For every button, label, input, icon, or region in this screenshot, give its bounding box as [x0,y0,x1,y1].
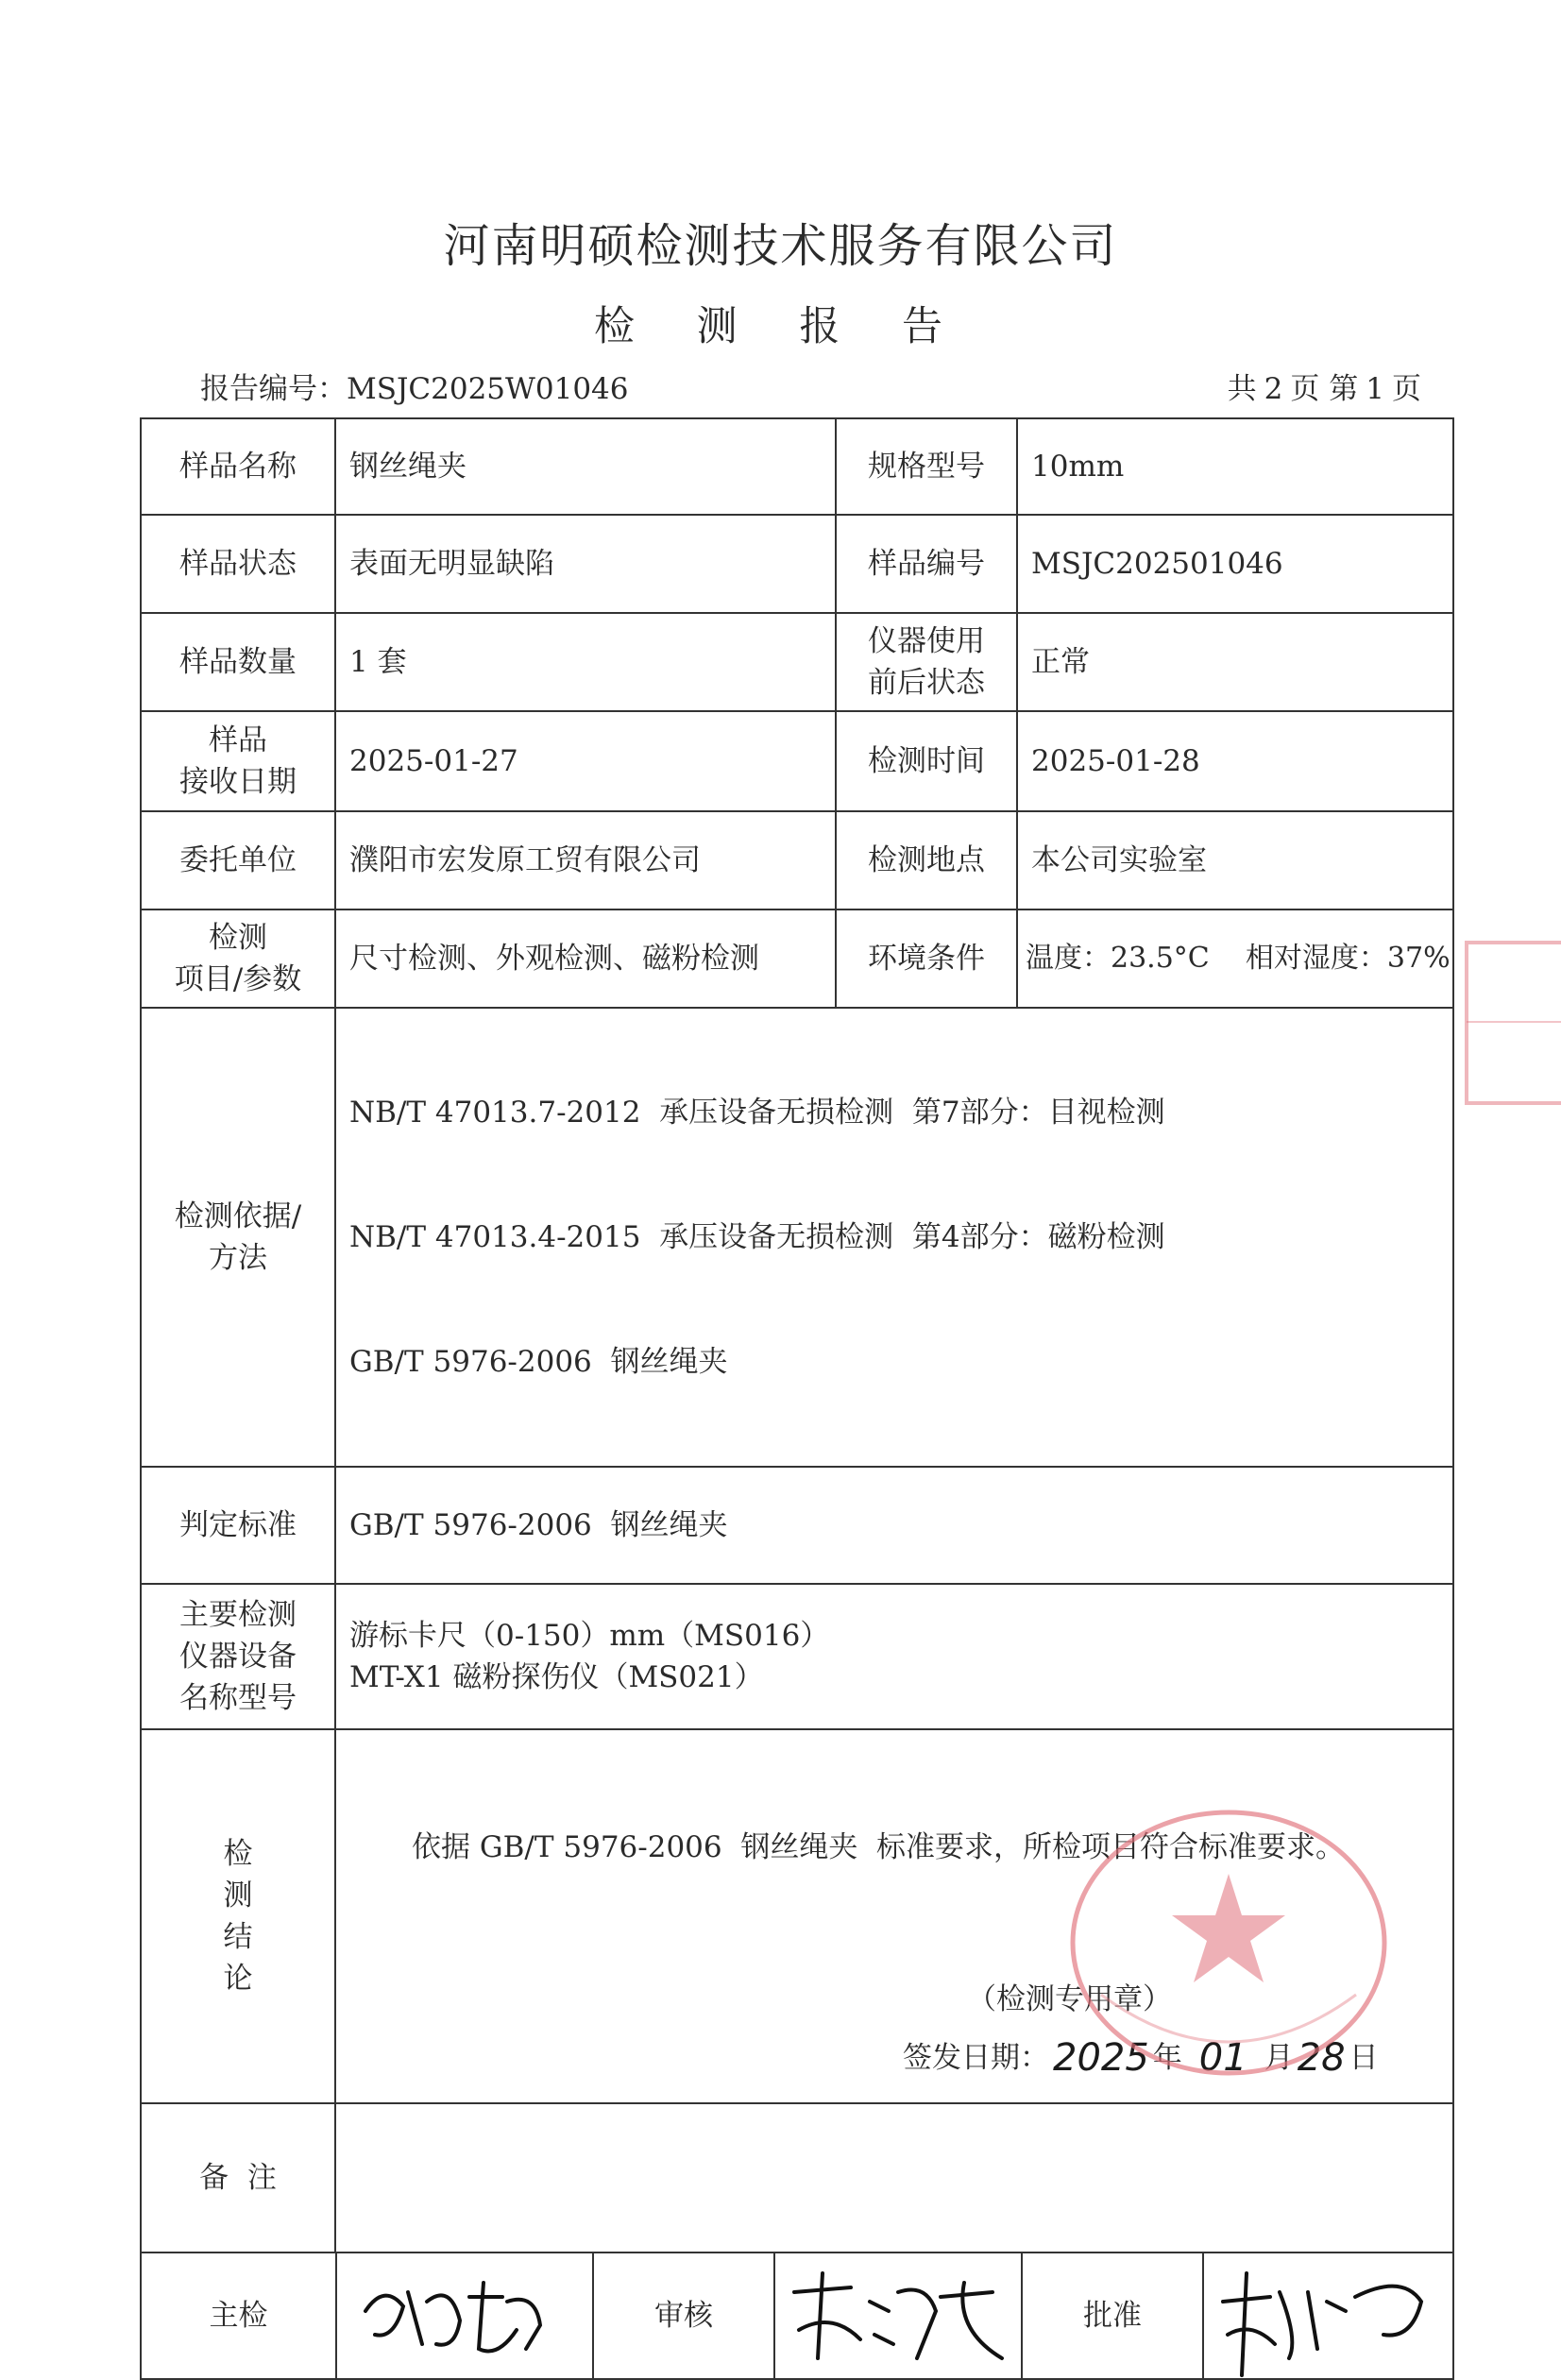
recv-date-label-line: 样品 [209,723,267,757]
stamp-label: （检测专用章） [967,1982,1172,2016]
approver-label: 批准 [1022,2253,1203,2378]
basis-label-line: 检测依据/ [174,1199,302,1233]
document-title: 检 测 报 告 [593,303,967,350]
table-row [141,1467,1453,1584]
reviewer-label: 审核 [593,2253,774,2378]
table-row [141,1584,1453,1729]
page-info-prefix: 共 [1227,372,1257,406]
table-row [141,910,1453,1008]
equip-line: MT-X1 磁粉探伤仪（MS021） [349,1660,764,1694]
recv-date-label-line: 接收日期 [179,765,297,799]
table-row [141,613,1453,711]
table-row [141,711,1453,811]
conclusion-label [141,1729,335,2103]
day-char: 日 [1349,2041,1379,2075]
sign-day-handwritten: 28 [1297,2036,1346,2080]
remark-label: 备 注 [141,2103,335,2252]
location-value: 本公司实验室 [1017,811,1453,910]
env-value: 温度：23.5°C 相对湿度：37% [1017,910,1453,1008]
equip-label [141,1584,335,1729]
inspector-label: 主检 [142,2253,336,2378]
table-row [141,811,1453,910]
client-label: 委托单位 [141,811,335,910]
basis-value [335,1008,1453,1467]
page-info-mid: 页 第 [1290,372,1359,406]
approver-signature-icon [1204,2254,1455,2377]
report-number [200,365,629,407]
basis-line: GB/T 5976-2006 钢丝绳夹 [349,1345,728,1379]
report-table [140,417,1454,2380]
basis-line: NB/T 47013.4-2015 承压设备无损检测 第4部分：磁粉检测 [349,1220,1165,1254]
page-info [1220,365,1421,407]
approver-signature [1203,2253,1454,2378]
conclusion-label-char: 测 [223,1878,253,1912]
month-char: 月 [1264,2041,1294,2075]
qty-value: 1 套 [335,613,836,711]
equip-line: 游标卡尺（0-150）mm（MS016） [349,1619,830,1653]
conclusion-label-char: 检 [223,1837,253,1871]
criteria-value: GB/T 5976-2006 钢丝绳夹 [335,1467,1453,1584]
instr-state-label-line: 前后状态 [868,666,985,700]
sign-month-handwritten: 01 [1198,2036,1247,2080]
table-row [141,2103,1453,2252]
instr-state-label [836,613,1017,711]
page-current: 1 [1366,372,1384,406]
test-time-value: 2025-01-28 [1017,711,1453,811]
reviewer-signature [774,2253,1022,2378]
conclusion-label-char: 论 [223,1962,253,1996]
year-char: 年 [1152,2041,1182,2075]
signature-row [141,2252,1453,2379]
table-row [141,2252,1453,2379]
sample-name-label: 样品名称 [141,418,335,515]
state-value: 表面无明显缺陷 [335,515,836,613]
page-total: 2 [1264,372,1283,406]
criteria-label: 判定标准 [141,1467,335,1584]
table-row [141,515,1453,613]
equip-value [335,1584,1453,1729]
report-number-value: MSJC2025W01046 [347,372,629,406]
test-time-label: 检测时间 [836,711,1017,811]
conclusion-label-char: 结 [223,1920,253,1954]
equip-label-line: 主要检测 [179,1598,297,1632]
side-seal-icon [1459,935,1561,1111]
items-label-line: 项目/参数 [174,962,302,996]
recv-date-label [141,711,335,811]
basis-label-line: 方法 [209,1241,267,1275]
equip-label-line: 名称型号 [179,1681,297,1715]
sample-name-value: 钢丝绳夹 [335,418,836,515]
instr-state-value: 正常 [1017,613,1453,711]
report-number-label: 报告编号： [200,372,347,406]
inspector-signature [336,2253,593,2378]
sample-no-value: MSJC202501046 [1017,515,1453,613]
table-row [141,1729,1453,2103]
items-label-line: 检测 [209,921,267,955]
sign-year-handwritten: 2025 [1053,2036,1149,2080]
company-seal-icon [1063,1806,1394,2080]
spec-value: 10mm [1017,418,1453,515]
instr-state-label-line: 仪器使用 [868,624,985,658]
recv-date-value: 2025-01-27 [335,711,836,811]
page-info-suffix: 页 [1392,372,1421,406]
reviewer-signature-icon [775,2254,1023,2377]
env-label: 环境条件 [836,910,1017,1008]
basis-line: NB/T 47013.7-2012 承压设备无损检测 第7部分：目视检测 [349,1096,1165,1130]
table-row [141,418,1453,515]
conclusion-cell [335,1729,1453,2103]
remark-value [335,2103,1453,2252]
items-label [141,910,335,1008]
table-row [141,1008,1453,1467]
inspector-signature-icon [337,2254,594,2377]
equip-label-line: 仪器设备 [179,1640,297,1674]
basis-label [141,1008,335,1467]
client-value: 濮阳市宏发原工贸有限公司 [335,811,836,910]
spec-label: 规格型号 [836,418,1017,515]
location-label: 检测地点 [836,811,1017,910]
qty-label: 样品数量 [141,613,335,711]
state-label: 样品状态 [141,515,335,613]
items-value: 尺寸检测、外观检测、磁粉检测 [335,910,836,1008]
sign-date-label: 签发日期： [903,2041,1049,2075]
conclusion-text: 依据 GB/T 5976-2006 钢丝绳夹 标准要求，所检项目符合标准要求。 [412,1830,1346,1864]
company-name: 河南明硕检测技术服务有限公司 [443,219,1118,273]
sample-no-label: 样品编号 [836,515,1017,613]
